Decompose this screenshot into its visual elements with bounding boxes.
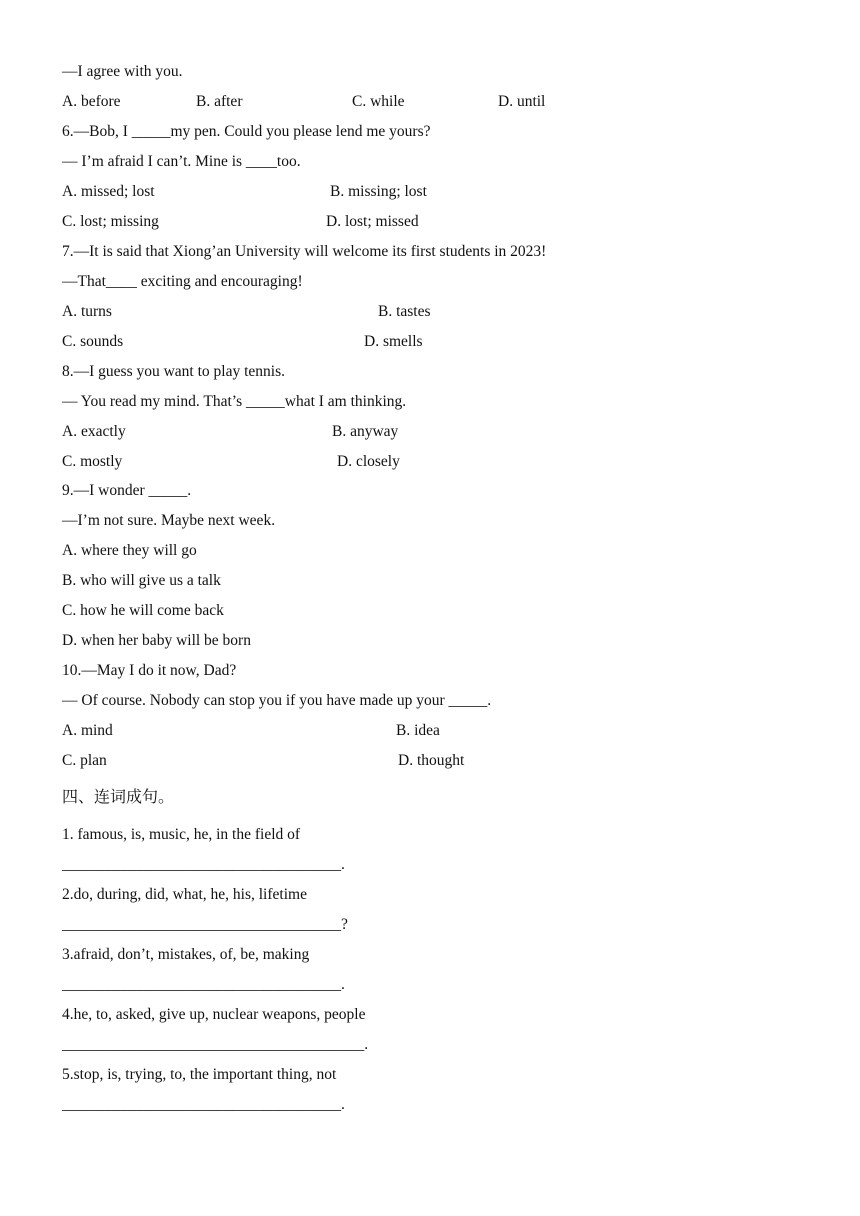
- reorder-prompt-1: 1. famous, is, music, he, in the field of: [62, 826, 301, 843]
- q7-option-c: C. sounds: [62, 333, 124, 350]
- q7-stem: 7.—It is said that Xiong’an University will welcome its first students in 2023!: [62, 243, 547, 260]
- q9-option-c: C. how he will come back: [62, 602, 224, 619]
- q9-stem: 9.—I wonder _____.: [62, 482, 192, 499]
- q10-option-a: A. mind: [62, 722, 113, 739]
- answer-line-3: ____________________________________.: [62, 976, 345, 993]
- q5-option-d: D. until: [498, 93, 546, 110]
- q5-option-c: C. while: [352, 93, 405, 110]
- reorder-prompt-4: 4.he, to, asked, give up, nuclear weapons, people: [62, 1006, 366, 1023]
- answer-line-2: ____________________________________?: [62, 916, 348, 933]
- q8-option-a: A. exactly: [62, 423, 126, 440]
- q8-reply: — You read my mind. That’s _____what I am thinking.: [62, 393, 407, 410]
- q7-reply: —That____ exciting and encouraging!: [62, 273, 303, 290]
- q10-stem: 10.—May I do it now, Dad?: [62, 662, 237, 679]
- q7-option-d: D. smells: [364, 333, 423, 350]
- q8-option-b: B. anyway: [332, 423, 399, 440]
- q5-option-b: B. after: [196, 93, 243, 110]
- q6-option-c: C. lost; missing: [62, 213, 159, 230]
- q9-option-d: D. when her baby will be born: [62, 632, 251, 649]
- q7-option-b: B. tastes: [378, 303, 431, 320]
- reorder-prompt-5: 5.stop, is, trying, to, the important thing, not: [62, 1066, 337, 1083]
- q6-option-d: D. lost; missed: [326, 213, 419, 230]
- q5-reply: —I agree with you.: [62, 63, 183, 80]
- q10-reply: — Of course. Nobody can stop you if you have made up your _____.: [62, 692, 492, 709]
- q8-stem: 8.—I guess you want to play tennis.: [62, 363, 286, 380]
- q6-option-a: A. missed; lost: [62, 183, 155, 200]
- q6-stem: 6.—Bob, I _____my pen. Could you please lend me yours?: [62, 123, 431, 140]
- q6-reply: — I’m afraid I can’t. Mine is ____too.: [62, 153, 301, 170]
- q9-reply: —I’m not sure. Maybe next week.: [62, 512, 276, 529]
- answer-line-1: ____________________________________.: [62, 856, 345, 873]
- reorder-prompt-3: 3.afraid, don’t, mistakes, of, be, making: [62, 946, 310, 963]
- section-heading: 四、连词成句。: [62, 787, 175, 806]
- reorder-prompt-2: 2.do, during, did, what, he, his, lifetime: [62, 886, 307, 903]
- q5-option-a: A. before: [62, 93, 121, 110]
- q8-option-d: D. closely: [337, 453, 400, 470]
- q10-option-b: B. idea: [396, 722, 440, 739]
- q6-option-b: B. missing; lost: [330, 183, 427, 200]
- q10-option-d: D. thought: [398, 752, 465, 769]
- q9-option-b: B. who will give us a talk: [62, 572, 221, 589]
- answer-line-4: _______________________________________.: [62, 1036, 369, 1053]
- q9-option-a: A. where they will go: [62, 542, 197, 559]
- q10-option-c: C. plan: [62, 752, 107, 769]
- q7-option-a: A. turns: [62, 303, 112, 320]
- q8-option-c: C. mostly: [62, 453, 123, 470]
- answer-line-5: ____________________________________.: [62, 1096, 345, 1113]
